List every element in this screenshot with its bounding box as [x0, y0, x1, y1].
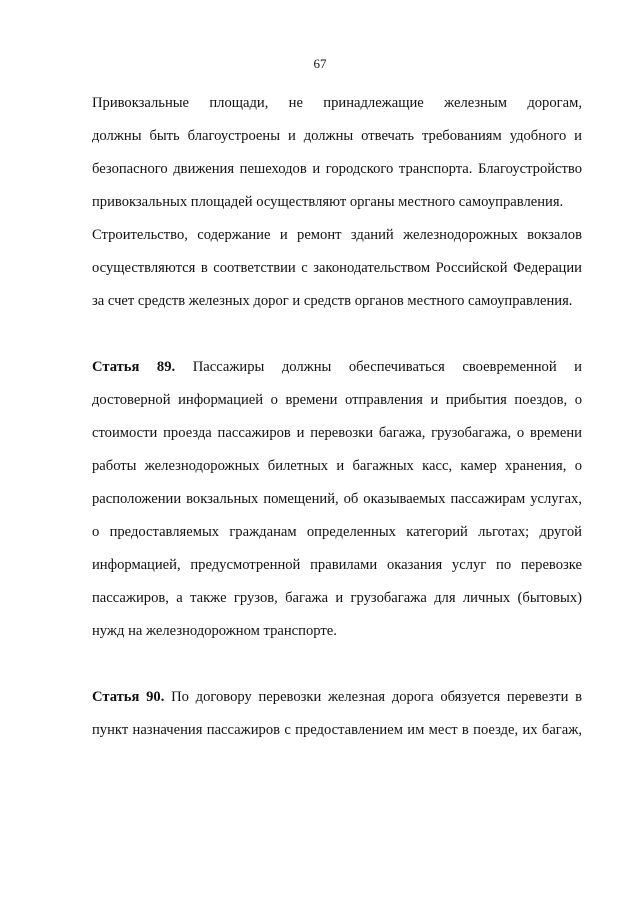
- article-90-first-line: По договору перевозки железная дорога обязуется перевезти в: [171, 689, 582, 705]
- text-line: должны быть благоустроены и должны отвечать требованиям удобного и: [92, 128, 582, 144]
- text-line: работы железнодорожных билетных и багажных касс, камер хранения, о: [92, 458, 582, 474]
- text-line: достоверной информацией о времени отправления и прибытия поездов, о: [92, 392, 582, 408]
- text-line: [92, 681, 582, 714]
- article-89-label: Статья 89.: [92, 359, 176, 375]
- text-line: нужд на железнодорожном транспорте.: [92, 623, 337, 639]
- article-90: [92, 681, 582, 747]
- article-spacer: [92, 318, 582, 351]
- text-line: за счет средств железных дорог и средств органов местного самоуправления.: [92, 293, 573, 309]
- article-89-first-line: Пассажиры должны обеспечиваться своевременной и: [192, 359, 582, 375]
- text-line: привокзальных площадей осуществляют органы местного самоуправления.: [92, 194, 564, 210]
- paragraph-station-buildings: [92, 219, 582, 318]
- page-number: 67: [313, 56, 327, 71]
- text-line: безопасного движения пешеходов и городского транспорта. Благоустройство: [92, 161, 582, 177]
- text-line: [92, 351, 582, 384]
- article-spacer: [92, 648, 582, 681]
- text-line: о предоставляемых гражданам определенных категорий льготах; другой: [92, 524, 582, 540]
- text-line: Привокзальные площади, не принадлежащие железным дорогам,: [92, 95, 582, 111]
- text-line: Строительство, содержание и ремонт зданий железнодорожных вокзалов: [92, 227, 582, 243]
- paragraph-station-squares: [92, 87, 582, 219]
- text-line: информацией, предусмотренной правилами оказания услуг по перевозке: [92, 557, 582, 573]
- text-line: расположении вокзальных помещений, об оказываемых пассажирам услугах,: [92, 491, 582, 507]
- article-90-label: Статья 90.: [92, 689, 165, 705]
- text-line: пассажиров, а также грузов, багажа и грузобагажа для личных (бытовых): [92, 590, 582, 606]
- text-line: пункт назначения пассажиров с предоставлением им мест в поезде, их багаж,: [92, 722, 582, 738]
- text-line: стоимости проезда пассажиров и перевозки багажа, грузобагажа, о времени: [92, 425, 582, 441]
- article-89: [92, 351, 582, 648]
- text-line: осуществляются в соответствии с законодательством Российской Федерации: [92, 260, 582, 276]
- document-body: [92, 87, 582, 747]
